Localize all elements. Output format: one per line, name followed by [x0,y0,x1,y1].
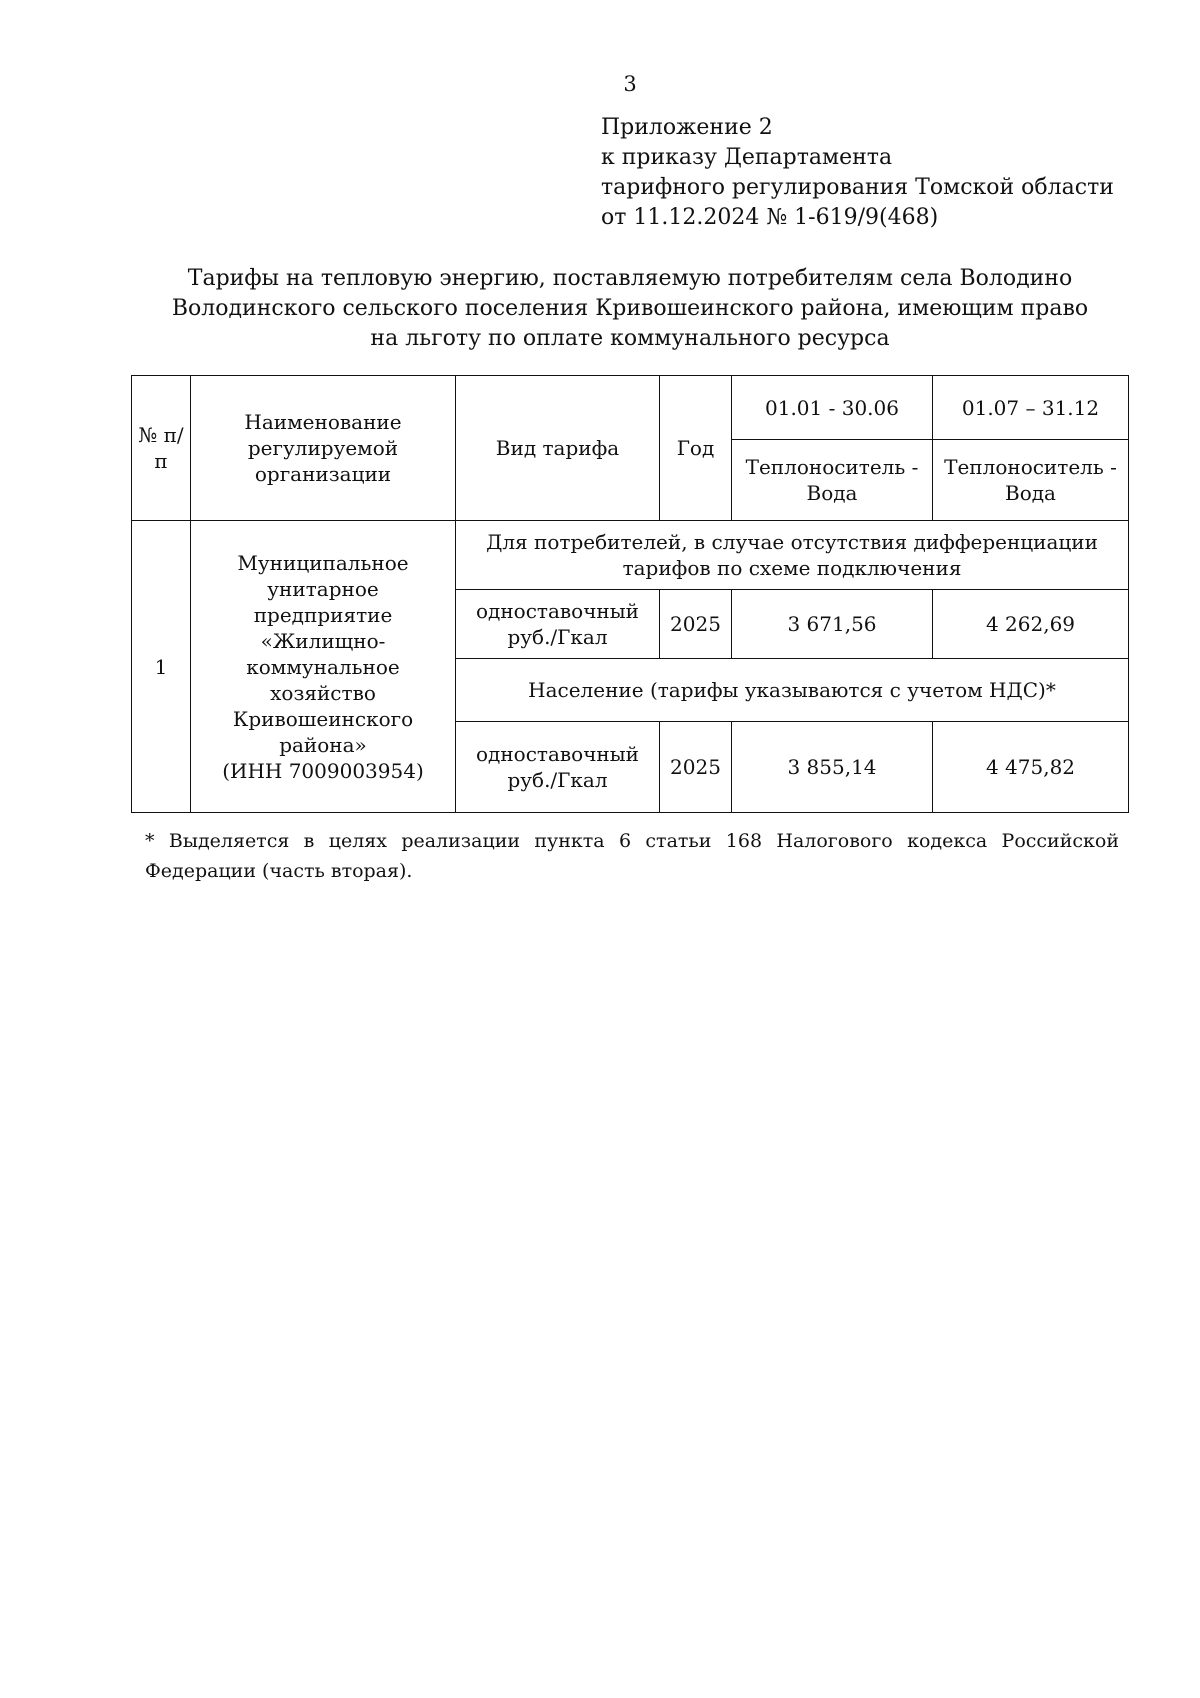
org-name-line: коммунальное [246,654,400,679]
tariff-value-period-2: 4 262,69 [933,590,1129,659]
tariff-type: одноставочный руб./Гкал [456,590,660,659]
header-num: № п/п [132,376,191,521]
title-line: Володинского сельского поселения Кривошеинского района, имеющим право [171,296,1089,321]
tariff-value-period-1: 3 855,14 [732,722,933,813]
header-org: Наименование регулируемой организации [191,376,456,521]
org-name-line: хозяйство [270,680,376,705]
org-name-line: предприятие [253,602,393,627]
document-title [0,264,1200,354]
header-medium-1: Теплоноситель - Вода [732,440,933,521]
org-name-line: «Жилищно- [260,628,386,653]
org-name-line: (ИНН 7009003954) [222,758,424,783]
tariff-value-period-1: 3 671,56 [732,590,933,659]
title-line: Тарифы на тепловую энергию, поставляемую потребителям села Володино [187,266,1073,291]
title-line: на льготу по оплате коммунального ресурса [370,326,890,351]
tariff-year: 2025 [660,590,732,659]
org-name-line: Муниципальное [237,550,409,575]
org-name-line: района» [279,732,367,757]
header-period-1: 01.01 - 30.06 [732,376,933,440]
approval-line: тарифного регулирования Томской области [601,175,1114,200]
section-label-general: Для потребителей, в случае отсутствия дифференциации тарифов по схеме подключения [456,521,1129,590]
tariff-type: одноставочный руб./Гкал [456,722,660,813]
header-period-2: 01.07 – 31.12 [933,376,1129,440]
tariff-table [131,375,1129,813]
org-name-line: унитарное [267,576,379,601]
org-name-line: Кривошеинского [232,706,414,731]
tariff-value-period-2: 4 475,82 [933,722,1129,813]
approval-line: от 11.12.2024 № 1-619/9(468) [601,205,939,230]
section-label-population: Население (тарифы указываются с учетом НДС)* [456,659,1129,722]
header-year: Год [660,376,732,521]
footnote: * Выделяется в целях реализации пункта 6 статьи 168 Налогового кодекса Российской Федерации (часть вторая). [145,830,1119,882]
row-num: 1 [132,521,191,813]
approval-block [601,113,1114,233]
section-row [132,521,1129,590]
tariff-year: 2025 [660,722,732,813]
header-medium-2: Теплоноситель - Вода [933,440,1129,521]
approval-line: Приложение 2 [601,115,773,140]
header-row [132,376,1129,440]
header-tariff-type: Вид тарифа [456,376,660,521]
org-name [191,521,456,813]
page-number: 3 [623,72,637,96]
approval-line: к приказу Департамента [601,145,893,170]
